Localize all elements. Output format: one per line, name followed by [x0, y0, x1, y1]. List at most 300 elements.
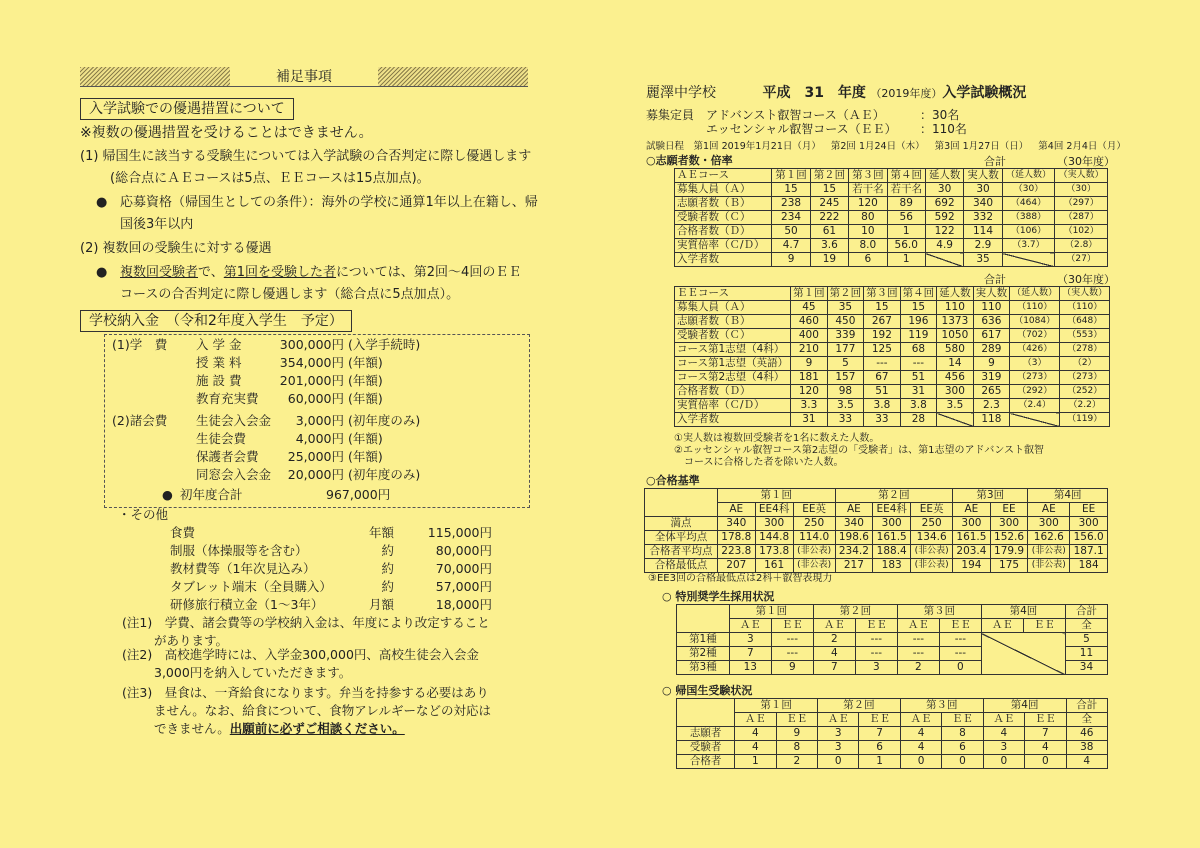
table-cell: 319 — [973, 371, 1010, 385]
other-title: ・その他 — [118, 507, 169, 522]
column-header: ＡＥ — [897, 619, 939, 633]
table-cell: 4 — [735, 727, 776, 741]
table-cell: 3 — [983, 741, 1024, 755]
column-header: 第４回 — [900, 287, 937, 301]
column-header: ＡＥ — [983, 713, 1024, 727]
column-header: AE — [1028, 503, 1070, 517]
column-header: ＡＥ — [818, 713, 859, 727]
table-cell: 4.9 — [925, 239, 963, 253]
table-cell: 3.5 — [937, 399, 974, 413]
table-cell: 119 — [900, 329, 937, 343]
table-cell: 400 — [791, 329, 828, 343]
table-cell: 178.8 — [717, 531, 755, 545]
other-cost-row — [170, 560, 492, 578]
table-row — [675, 413, 1110, 427]
column-header: ＡＥ — [813, 619, 855, 633]
table-cell: 188.4 — [873, 545, 911, 559]
returnee-table — [676, 698, 1108, 769]
table-cell: （2） — [1060, 357, 1110, 371]
bullet-icon: ● — [96, 265, 108, 280]
note-3c: できません。出願前に必ずご相談ください。 — [154, 721, 405, 736]
table-cell: 187.1 — [1070, 545, 1108, 559]
table-cell: 1373 — [937, 315, 974, 329]
fee-name: 生徒会費 — [196, 431, 247, 446]
table-cell: 4 — [1066, 755, 1107, 769]
table-cell: 3.8 — [864, 399, 901, 413]
table-cell — [925, 253, 963, 267]
column-header: 第１回 — [791, 287, 828, 301]
cost-amount: 115,000円 — [427, 525, 492, 540]
fee-name: 教育充実費 — [196, 391, 259, 406]
table-cell: 177 — [827, 343, 864, 357]
note-3b: ません。なお、給食について、食物アレルギーなどの対応は — [154, 703, 491, 718]
table-cell: （3.7） — [1002, 239, 1055, 253]
other-cost-row — [170, 596, 492, 614]
note-real-count: ①実人数は複数回受験者を1名に数えた人数。 — [674, 433, 880, 444]
column-header: 第２回 — [827, 287, 864, 301]
table-cell: 340 — [717, 517, 755, 531]
row-label: 募集人員（Ａ） — [675, 301, 791, 315]
round-header: 第２回 — [813, 605, 897, 619]
report-title: 麗澤中学校 平成 31 年度 （2019年度）入学試験概況 — [646, 85, 1027, 101]
table-row — [675, 329, 1110, 343]
table-cell: 5 — [1065, 633, 1107, 647]
table-cell: 9 — [791, 357, 828, 371]
column-header: ＥＥ — [771, 619, 813, 633]
table-cell: 460 — [791, 315, 828, 329]
column-header: 延人数 — [925, 169, 963, 183]
table-cell: （2.4） — [1010, 399, 1060, 413]
fee-name: 施 設 費 — [196, 373, 242, 388]
row-label: 受験者数（Ｃ） — [675, 329, 791, 343]
row-label: 満点 — [645, 517, 718, 531]
table-cell: 3 — [818, 727, 859, 741]
cost-amount: 80,000円 — [435, 543, 492, 558]
association-fee-list — [196, 412, 516, 484]
table-cell: 3 — [729, 633, 771, 647]
ae-course-table — [674, 168, 1108, 267]
note-ee-second: ②エッセンシャル叡智コース第2志望の「受験者」は、第1志望のアドバンスト叡智 — [674, 445, 1045, 456]
table-row — [675, 399, 1110, 413]
table-cell: 2.9 — [964, 239, 1002, 253]
table-cell: 4 — [735, 741, 776, 755]
capacity-ae: アドバンスト叡智コース（ＡＥ） — [706, 108, 885, 122]
row-label: 第3種 — [677, 661, 730, 675]
table-cell: 222 — [810, 211, 848, 225]
table-cell: 120 — [849, 197, 887, 211]
round-header: 第１回 — [729, 605, 813, 619]
table-cell: 7 — [859, 727, 900, 741]
column-header: AE — [953, 503, 991, 517]
table-cell: --- — [897, 647, 939, 661]
table-cell: 2 — [897, 661, 939, 675]
round-header: 第4回 — [1028, 489, 1108, 503]
fee-amount: 20,000円 — [287, 467, 344, 482]
table-cell: 14 — [937, 357, 974, 371]
round-header: 第4回 — [981, 605, 1065, 619]
table-row — [675, 225, 1108, 239]
table-cell: 134.6 — [911, 531, 953, 545]
table-cell: 6 — [942, 741, 983, 755]
table-cell: 9 — [771, 661, 813, 675]
table-cell: 3 — [818, 741, 859, 755]
table-cell: 28 — [900, 413, 937, 427]
table-cell: 456 — [937, 371, 974, 385]
table-cell: 3.3 — [791, 399, 828, 413]
table-cell: 4 — [813, 647, 855, 661]
fee-row — [196, 336, 516, 354]
table-cell: 332 — [964, 211, 1002, 225]
table-cell: 110 — [973, 301, 1010, 315]
table-cell: 56 — [887, 211, 925, 225]
table-cell: 若干名 — [849, 183, 887, 197]
other-cost-row — [170, 542, 492, 560]
table-cell — [1002, 253, 1055, 267]
scholarship-title: ○ 特別奨学生採用状況 — [662, 590, 775, 603]
row-label: 合格者数（Ｄ） — [675, 385, 791, 399]
table-cell: 0 — [939, 661, 981, 675]
column-header: 第４回 — [887, 169, 925, 183]
row-label: 募集人員（Ａ） — [675, 183, 772, 197]
table-cell: （297） — [1055, 197, 1108, 211]
table-cell: 300 — [1028, 517, 1070, 531]
cost-period: 約 — [381, 579, 394, 594]
table-cell: （464） — [1002, 197, 1055, 211]
table-cell: （553） — [1060, 329, 1110, 343]
column-header: 実人数 — [973, 287, 1010, 301]
row-label: 実質倍率（Ｃ/Ｄ） — [675, 399, 791, 413]
fee-row — [196, 354, 516, 372]
cost-name: 食費 — [170, 525, 196, 540]
table-cell: 2 — [813, 633, 855, 647]
column-header: （延人数） — [1002, 169, 1055, 183]
table-cell: (非公表) — [911, 545, 953, 559]
fee-amount: 25,000円 — [287, 449, 344, 464]
table-cell: 50 — [772, 225, 810, 239]
table-cell: 15 — [772, 183, 810, 197]
table-cell: 45 — [791, 301, 828, 315]
table-cell: 0 — [983, 755, 1024, 769]
table-cell: 3.6 — [810, 239, 848, 253]
table-cell: 300 — [937, 385, 974, 399]
round-header: 第３回 — [897, 605, 981, 619]
capacity-label: 募集定員 — [646, 108, 695, 122]
row-label: 合格者数（Ｄ） — [675, 225, 772, 239]
row-label: 第1種 — [677, 633, 730, 647]
table-cell: 122 — [925, 225, 963, 239]
table-cell: （102） — [1055, 225, 1108, 239]
row-label: 合格最低点 — [645, 559, 718, 573]
table-cell: （292） — [1010, 385, 1060, 399]
table-cell: --- — [864, 357, 901, 371]
column-header: ＥＥ — [1023, 619, 1065, 633]
multi-exam-text: 複数回受験者で、第1回を受験した者については、第2回～4回のＥＥ — [120, 265, 522, 280]
exam-schedule: 試験日程 第1回 2019年1月21日（月） 第2回 1月24日（木） 第3回 1月27日（日） 第4回 2月4日（月） — [646, 141, 1126, 152]
table-cell: 4 — [1025, 741, 1066, 755]
table-cell: --- — [855, 647, 897, 661]
cost-name: 制服（体操服等を含む） — [170, 543, 308, 558]
row-label: 受験者 — [677, 741, 735, 755]
table-cell: 636 — [973, 315, 1010, 329]
note-1b: があります。 — [154, 633, 229, 648]
column-header: ＡＥ — [900, 713, 941, 727]
fee-row — [196, 412, 516, 430]
fee-row — [196, 448, 516, 466]
table-cell: （110） — [1060, 301, 1110, 315]
column-header: AE — [717, 503, 755, 517]
table-row — [675, 371, 1110, 385]
fee-row — [196, 430, 516, 448]
table-cell — [1010, 413, 1060, 427]
table-cell: 207 — [717, 559, 755, 573]
column-header: EE英 — [793, 503, 835, 517]
table-cell: 1 — [887, 225, 925, 239]
table-cell: (非公表) — [1028, 545, 1070, 559]
total-heading: 合計 — [984, 273, 1006, 286]
table-cell: 0 — [900, 755, 941, 769]
table-cell: 238 — [772, 197, 810, 211]
other-cost-list — [170, 524, 492, 614]
corner-cell — [645, 489, 718, 517]
table-cell: 8 — [942, 727, 983, 741]
table-cell: 33 — [827, 413, 864, 427]
column-header: 全 — [1066, 713, 1107, 727]
table-cell: （30） — [1002, 183, 1055, 197]
fee-name: 生徒会入会金 — [196, 413, 272, 428]
round-header: 第２回 — [818, 699, 901, 713]
table-cell: 4 — [900, 741, 941, 755]
prev-year-heading: （30年度） — [1057, 273, 1115, 286]
table-cell: 7 — [813, 661, 855, 675]
table-row — [677, 741, 1108, 755]
column-header: 実人数 — [964, 169, 1002, 183]
pass-criteria-title: ○合格基準 — [646, 474, 700, 487]
table-row — [675, 253, 1108, 267]
fee-amount: 4,000円 — [295, 431, 344, 446]
table-cell: 265 — [973, 385, 1010, 399]
table-cell: 9 — [772, 253, 810, 267]
column-header: ＥＥ — [1025, 713, 1066, 727]
empty-cell — [981, 633, 1065, 675]
table-cell: 67 — [864, 371, 901, 385]
table-row — [675, 183, 1108, 197]
row-label: コース第2志望（4科） — [675, 371, 791, 385]
table-cell — [937, 413, 974, 427]
fee-amount: 201,000円 — [279, 373, 344, 388]
fee-note: (年額) — [348, 449, 383, 464]
table-cell: 61 — [810, 225, 848, 239]
table-cell: 1 — [887, 253, 925, 267]
table-cell: (非公表) — [1028, 559, 1070, 573]
table-cell: 300 — [873, 517, 911, 531]
table-cell: 245 — [810, 197, 848, 211]
row-label: 志願者数（Ｂ） — [675, 315, 791, 329]
cost-period: 約 — [381, 561, 394, 576]
table-cell: 179.9 — [990, 545, 1028, 559]
table-cell: （30） — [1055, 183, 1108, 197]
table-cell: 4.7 — [772, 239, 810, 253]
fee-amount: 354,000円 — [279, 355, 344, 370]
round-header-row — [645, 489, 1108, 503]
table-cell: 450 — [827, 315, 864, 329]
table-cell: 118 — [973, 413, 1010, 427]
table-cell: --- — [771, 633, 813, 647]
cost-name: 研修旅行積立金（1～3年） — [170, 597, 324, 612]
table-cell: （388） — [1002, 211, 1055, 225]
table-cell: 4 — [900, 727, 941, 741]
table-cell: 110 — [937, 301, 974, 315]
table-cell: （2.2） — [1060, 399, 1110, 413]
other-cost-row — [170, 578, 492, 596]
column-header: 第１回 — [772, 169, 810, 183]
cost-amount: 18,000円 — [435, 597, 492, 612]
column-header: 第３回 — [849, 169, 887, 183]
column-header: ＥＥ — [855, 619, 897, 633]
round-header: 第２回 — [835, 489, 953, 503]
table-cell: 38 — [1066, 741, 1107, 755]
section-header — [80, 67, 528, 87]
table-cell: 192 — [864, 329, 901, 343]
table-cell: 51 — [864, 385, 901, 399]
row-label: 合格者平均点 — [645, 545, 718, 559]
table-cell: 51 — [900, 371, 937, 385]
table-cell: 183 — [873, 559, 911, 573]
table-row — [675, 239, 1108, 253]
table-cell: (非公表) — [793, 559, 835, 573]
table-cell: （106） — [1002, 225, 1055, 239]
table-cell: 若干名 — [887, 183, 925, 197]
column-header: ＥＥ — [776, 713, 817, 727]
total-label: 初年度合計 — [180, 487, 243, 502]
course-header-row — [677, 619, 1108, 633]
round-header-row — [677, 605, 1108, 619]
table-cell: 114 — [964, 225, 1002, 239]
fee-note: (年額) — [348, 355, 383, 370]
note-2: (注2) 高校進学時には、入学金300,000円、高校生徒会入会金 — [122, 647, 479, 662]
table-cell: 3.8 — [900, 399, 937, 413]
column-header: EE — [1070, 503, 1108, 517]
table-cell: 223.8 — [717, 545, 755, 559]
fees2-label: (2)諸会費 — [112, 413, 168, 428]
fee-note: (年額) — [348, 431, 383, 446]
column-header: 全 — [1065, 619, 1107, 633]
pref-item-1-detail: (総合点にＡＥコースは5点、ＥＥコースは15点加点)。 — [110, 171, 430, 186]
table-cell: （287） — [1055, 211, 1108, 225]
preference-note: ※複数の優遇措置を受けることはできません。 — [80, 125, 373, 141]
table-cell: 9 — [973, 357, 1010, 371]
fee-note: (初年度のみ) — [348, 413, 421, 428]
table-row — [675, 343, 1110, 357]
table-cell: 2 — [776, 755, 817, 769]
row-label: コース第1志望（4科） — [675, 343, 791, 357]
fee-note: (入学手続時) — [348, 337, 421, 352]
table-cell: 198.6 — [835, 531, 873, 545]
row-label: 入学者数 — [675, 253, 772, 267]
fee-row — [196, 390, 516, 408]
table-cell: 114.0 — [793, 531, 835, 545]
table-cell: --- — [939, 633, 981, 647]
table-cell: 267 — [864, 315, 901, 329]
table-cell: （1084） — [1010, 315, 1060, 329]
table-cell: 3 — [855, 661, 897, 675]
row-label: 志願者 — [677, 727, 735, 741]
pref-item-2: (2) 複数回の受験生に対する優遇 — [80, 241, 272, 256]
fee-note: (年額) — [348, 391, 383, 406]
table-row — [675, 315, 1110, 329]
table-cell: 144.8 — [755, 531, 793, 545]
cost-name: 教材費等（1年次見込み） — [170, 561, 316, 576]
table-cell: 0 — [818, 755, 859, 769]
round-header: 第3回 — [953, 489, 1028, 503]
row-label: 全体平均点 — [645, 531, 718, 545]
eligibility-text-2: 国後3年以内 — [120, 217, 194, 232]
applicants-section-title: ○志願者数・倍率 — [646, 154, 733, 167]
table-row — [677, 727, 1108, 741]
table-cell: 30 — [925, 183, 963, 197]
bullet-icon: ● — [96, 195, 108, 210]
row-label: 第2種 — [677, 647, 730, 661]
ee-course-table — [674, 286, 1110, 427]
table-cell: 1050 — [937, 329, 974, 343]
other-cost-row — [170, 524, 492, 542]
table-cell: （278） — [1060, 343, 1110, 357]
table-cell: 250 — [793, 517, 835, 531]
pass-criteria-table — [644, 488, 1108, 573]
table-cell: 34 — [1065, 661, 1107, 675]
column-header: 延人数 — [937, 287, 974, 301]
column-header: EE — [990, 503, 1028, 517]
table-cell: 7 — [729, 647, 771, 661]
note-3: (注3) 昼食は、一斉給食になります。弁当を持参する必要はあり — [122, 685, 489, 700]
table-cell: 289 — [973, 343, 1010, 357]
table-cell: 617 — [973, 329, 1010, 343]
table-cell: 161.5 — [953, 531, 991, 545]
table-row — [645, 531, 1108, 545]
table-cell: 1 — [735, 755, 776, 769]
round-header: 第１回 — [735, 699, 818, 713]
fee-amount: 300,000円 — [279, 337, 344, 352]
table-cell: 89 — [887, 197, 925, 211]
cost-name: タブレット端末（全員購入） — [170, 579, 332, 594]
table-cell: 300 — [1070, 517, 1108, 531]
table-cell: 339 — [827, 329, 864, 343]
table-cell: （273） — [1010, 371, 1060, 385]
table-cell: 217 — [835, 559, 873, 573]
table-cell: （273） — [1060, 371, 1110, 385]
table-cell: 210 — [791, 343, 828, 357]
table-cell: 120 — [791, 385, 828, 399]
table-cell: 300 — [755, 517, 793, 531]
column-header: 第２回 — [810, 169, 848, 183]
cost-period: 約 — [381, 543, 394, 558]
prev-year-heading: （30年度） — [1057, 155, 1115, 168]
row-label: 合格者 — [677, 755, 735, 769]
table-cell: 203.4 — [953, 545, 991, 559]
table-cell: 33 — [864, 413, 901, 427]
table-cell: 0 — [1025, 755, 1066, 769]
table-cell: 98 — [827, 385, 864, 399]
table-cell: 56.0 — [887, 239, 925, 253]
table-cell: 80 — [849, 211, 887, 225]
round-header: 第4回 — [983, 699, 1066, 713]
pref-item-1: (1) 帰国生に該当する受験生については入学試験の合否判定に際し優遇します — [80, 149, 532, 164]
table-cell: 6 — [859, 741, 900, 755]
row-label: 志願者数（Ｂ） — [675, 197, 772, 211]
table-row — [675, 357, 1110, 371]
table-cell: 35 — [964, 253, 1002, 267]
column-header: EE4科 — [755, 503, 793, 517]
multi-exam-text-2: コースの合否判定に際し優遇します（総合点に5点加点）。 — [120, 287, 460, 302]
